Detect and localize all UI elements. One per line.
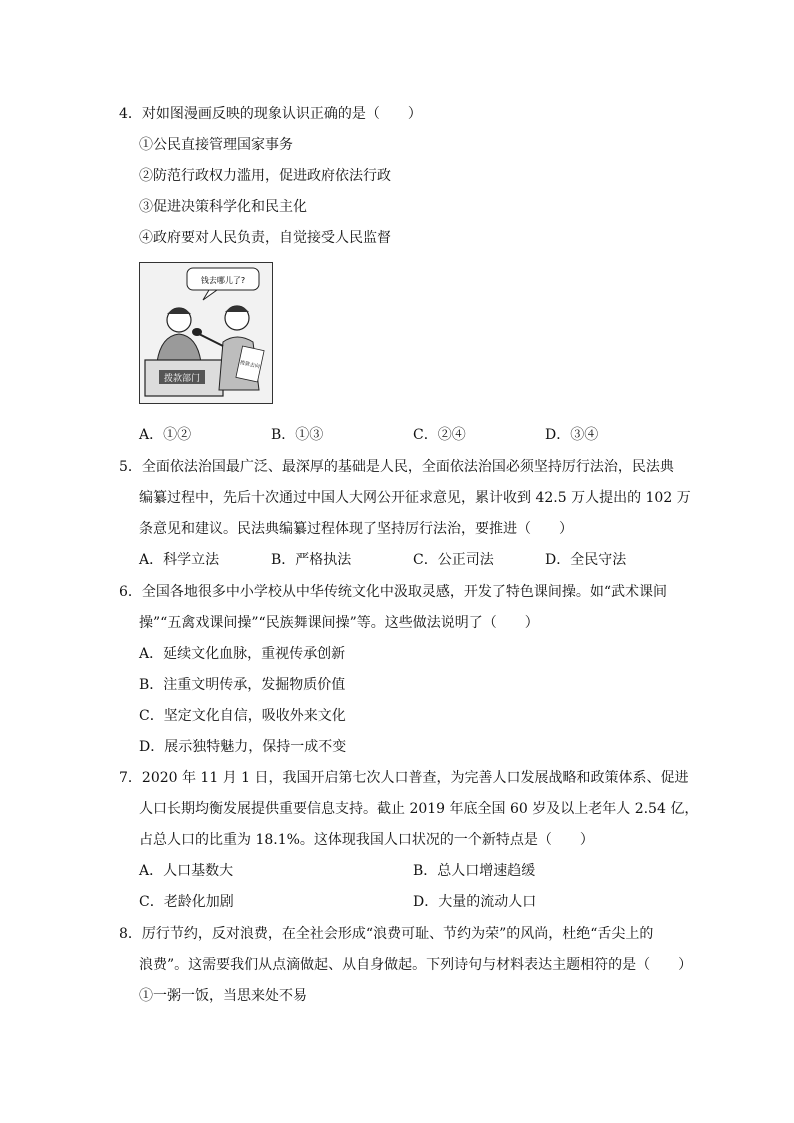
q5-option-b[interactable]: B．严格执法 [271, 552, 352, 568]
q7-stem-line-2: 人口长期均衡发展提供重要信息支持。截止 2019 年底全国 60 岁及以上老年人 2.54 亿， [139, 801, 699, 817]
q4-statement-1: ①公民直接管理国家事务 [139, 137, 293, 153]
q6-option-c[interactable]: C．坚定文化自信，吸收外来文化 [139, 708, 346, 724]
q5-option-c[interactable]: C．公正司法 [413, 552, 494, 568]
q7-option-a[interactable]: A．人口基数大 [139, 863, 234, 879]
cartoon-image [139, 262, 273, 404]
q6-option-a[interactable]: A．延续文化血脉，重视传承创新 [139, 646, 346, 662]
q4-statement-3: ③促进决策科学化和民主化 [139, 199, 307, 215]
q4-option-b[interactable]: B．①③ [271, 427, 324, 443]
q6-option-d[interactable]: D．展示独特魅力，保持一成不变 [139, 739, 347, 755]
q6-option-b[interactable]: B．注重文明传承，发掘物质价值 [139, 677, 346, 693]
q6-stem-line-2: 操”“五禽戏课间操”“民族舞课间操”等。这些做法说明了（ ） [139, 615, 539, 631]
q7-option-b[interactable]: B．总人口增速趋缓 [413, 863, 536, 879]
q8-stem-line-1: 8．厉行节约，反对浪费，在全社会形成“浪费可耻、节约为荣”的风尚，杜绝“舌尖上的 [119, 926, 654, 942]
q7-stem-line-1: 7．2020 年 11 月 1 日，我国开启第七次人口普查，为完善人口发展战略和政策体系、促进 [119, 770, 689, 786]
cartoon-paper-text: 拨款去向 [239, 359, 261, 370]
q5-option-a[interactable]: A．科学立法 [139, 552, 220, 568]
q4-option-a[interactable]: A．①② [139, 427, 192, 443]
q4-option-d[interactable]: D．③④ [545, 427, 599, 443]
cartoon-desk-sign: 拨款部门 [163, 374, 201, 384]
q6-stem-line-1: 6．全国各地很多中小学校从中华传统文化中汲取灵感，开发了特色课间操。如“武术课间 [119, 584, 668, 600]
q8-stem-line-2: 浪费”。这需要我们从点滴做起、从自身做起。下列诗句与材料表达主题相符的是（ ） [139, 957, 693, 973]
q5-stem-line-3: 条意见和建议。民法典编纂过程体现了坚持厉行法治，要推进（ ） [139, 521, 573, 537]
q4-stem: 4．对如图漫画反映的现象认识正确的是（ ） [119, 106, 422, 122]
q5-stem-line-2: 编纂过程中，先后十次通过中国人大网公开征求意见，累计收到 42.5 万人提出的 102 万 [139, 490, 691, 506]
q7-option-c[interactable]: C．老龄化加剧 [139, 894, 234, 910]
q4-option-c[interactable]: C．②④ [413, 427, 466, 443]
cartoon-bubble-text: 钱去哪儿了? [200, 276, 246, 285]
q5-option-d[interactable]: D．全民守法 [545, 552, 627, 568]
q5-stem-line-1: 5．全面依法治国最广泛、最深厚的基础是人民，全面依法治国必须坚持厉行法治，民法典 [119, 459, 674, 475]
q4-statement-2: ②防范行政权力滥用，促进政府依法行政 [139, 168, 391, 184]
q4-statement-4: ④政府要对人民负责，自觉接受人民监督 [139, 230, 391, 246]
q7-stem-line-3: 占总人口的比重为 18.1%。这体现我国人口状况的一个新特点是（ ） [139, 832, 594, 848]
q8-statement-1: ①一粥一饭，当思来处不易 [139, 988, 307, 1004]
q7-option-d[interactable]: D．大量的流动人口 [413, 894, 537, 910]
